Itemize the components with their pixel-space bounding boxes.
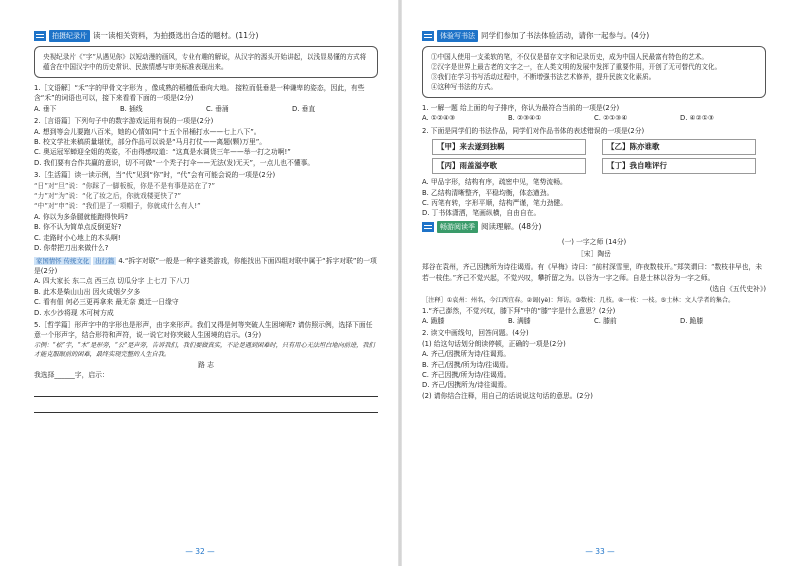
reading-question-1-option-c[interactable]: C. 膝前: [594, 316, 617, 325]
calligraphy-work-ding: 【丁】我自唯评行: [602, 158, 756, 174]
passage-title: (一) 一字之师 (14分): [561, 237, 627, 246]
reading-question-2-option-a[interactable]: A. 齐己/因携所为诗/往谒焉。: [422, 350, 511, 359]
question-4-stem: 4.“拆字对联”一般是一种字谜类游戏，你能找出下面四组对联中属于“拆字对联”的一项是(2分): [34, 256, 377, 275]
right-page-number: — 33 —: [585, 547, 615, 556]
calligraphy-works: [432, 139, 756, 174]
right-question-1-option-c[interactable]: C. ②①③④: [594, 114, 628, 123]
right-question-2: [422, 126, 766, 219]
calligraphy-work-bing: 【丙】雨盖溢亭歌: [432, 158, 586, 174]
reading-question-2-sub1: (1) 给这句话划分朗读停顿，正确的一项是(2分): [422, 339, 566, 348]
question-1-option-a[interactable]: A. 垂下: [34, 104, 57, 113]
calligraphy-work-yi: 【乙】陈亦谁歌: [602, 139, 756, 155]
left-page-number: — 32 —: [185, 547, 215, 556]
left-section-header: [34, 30, 378, 42]
reading-question-1: [422, 306, 766, 327]
question-5-stem: 5.［哲学篇］形声字中的字形也是形声，由字来形声。我们又得是何等突破人生困境呢? 请仿照示例，选择下面任意一个形声字，结合形符和声符，说一说它对你突破人生困境的启示。(3分): [34, 320, 373, 340]
question-1-option-b[interactable]: B. 插线: [120, 104, 143, 113]
question-5-fill: 我选择______字，启示：: [34, 371, 109, 380]
question-1-option-d[interactable]: D. 垂直: [292, 104, 316, 113]
right-question-2-option-d[interactable]: D. 丁书体潇洒，笔画纵横，自由自在。: [422, 209, 541, 218]
intro-sentence-4: ④这种写书法的方式。: [431, 83, 497, 91]
reading-question-1-option-a[interactable]: A. 跪膝: [422, 316, 445, 325]
right-section-title: 同学们参加了书法体验活动，请你一起参与。(4分): [481, 31, 650, 40]
book-icon: [422, 31, 434, 41]
question-4-option-a[interactable]: A. 四大家长 东二点 西三点 切瓜分字 上七刀 下八刀: [34, 277, 190, 286]
left-intro-box: 央视纪录片《“字”从遇见你》以短动漫的画风，专业有趣的解说，从汉字的源头开始讲起，以浅显易懂的方式将蕴含在中国汉字中的历史常识、民族情感与审美标准表现出来。: [34, 46, 378, 78]
passage-note: ［注释］①袁州：州名，今江西宜春。②谒(yè)：拜访。③数枝：几枝。④一枝：一枝。⑤士林：文人学者的集合。: [422, 297, 735, 305]
calligraphy-work-jia: 【甲】来去遂到独羁: [432, 139, 586, 155]
reading-question-1-option-d[interactable]: D. 跪膝: [680, 316, 704, 325]
reading-question-1-options: [422, 316, 766, 326]
right-intro-box: [422, 46, 766, 98]
reading-section-header: [422, 221, 766, 233]
right-question-1: [422, 103, 766, 124]
book-icon: [34, 31, 46, 41]
reading-question-2-option-d[interactable]: D. 齐己/因携所为/诗往谒焉。: [422, 381, 511, 390]
question-4-tag-2: 出行篇: [95, 256, 115, 265]
question-5-example: 示例：“松”字，“木”是形旁，“公”是声旁，告诉我们，我们要做真实，不论是遇到困难时，只有用心无法坦白地向前进，我们才能克服眼前的困难，最终实现完整的人生自我。: [34, 341, 375, 359]
question-2-option-c[interactable]: C. 奥运冠军蝉迎全姐的英姿，不由得感叹道：“这真是水调货三年——举一打之功啊!”: [34, 148, 291, 157]
reading-title: 阅读理解。(48分): [481, 221, 542, 231]
answer-line-2[interactable]: [34, 401, 378, 413]
right-question-2-option-b[interactable]: B. 乙结构清晰整齐，平稳均衡，体态遒劲。: [422, 188, 554, 197]
reading-question-2: [422, 328, 766, 401]
intro-sentence-2: ②汉字是世界上最古老的文字之一，在人类文明的发展中发挥了重要作用，开创了无可替代的文化。: [431, 63, 722, 71]
question-2-stem: 2.［言语篇］下列句子中的数字游戏运用有误的一项是(2分): [34, 117, 214, 126]
question-3-option-a[interactable]: A. 你以为多条腿就能跑得快吗?: [34, 212, 129, 221]
question-3-stem: 3.［生活篇］读一读示例，当“代”见到“你”时，“代”会有可能会说的一项是(2分): [34, 171, 276, 180]
question-3-option-b[interactable]: B. 你不认为简单点反倒更好?: [34, 223, 122, 232]
question-2: [34, 116, 378, 168]
passage-text: 郑谷在袁州，齐己因携所为诗往谒焉。有《早梅》诗曰：“前村深雪里，昨夜数枝开。”郑笑谓曰：“数枝非早也，未若一枝佳。”齐己不觉兴起，不觉兴叹，攀折留之为。以谷为一字之师。自是士林以谷为一字之师。: [422, 262, 763, 282]
question-4: [34, 256, 378, 318]
question-1-options: [34, 104, 378, 114]
book-icon: [422, 222, 434, 232]
question-5-chars: 路 志: [198, 360, 214, 369]
question-1-stem: 1.［文语解］“禾”字的甲骨文字形为 ，像成熟的稻穗低垂向大地。 接粒而低垂是一种谦卑的姿态，因此，有些含“禾”的词语也可以，接下来看看下面的一项是(2分): [34, 84, 365, 103]
passage-author: ［宋］陶岳: [577, 250, 611, 259]
question-3-option-c[interactable]: C. 走路时小心地上的木头啊!: [34, 233, 121, 242]
question-5: [34, 320, 378, 413]
question-2-option-d[interactable]: D. 我们要有合作共赢的意识，切不可做“一个秃子打伞——无法(发)无天”，一点儿也不懂事。: [34, 158, 315, 167]
question-3-option-d[interactable]: D. 你带把刀出来做什么?: [34, 244, 109, 253]
question-4-option-b[interactable]: B. 此木是柴山山出 因火成烟夕夕多: [34, 287, 141, 296]
right-question-1-option-d[interactable]: D. ④②①③: [680, 114, 714, 123]
question-3: [34, 170, 378, 253]
right-page: [400, 0, 800, 566]
right-question-1-stem: 1. 一解一题 给上面的句子排序，你认为最符合当前的一项是(2分): [422, 104, 620, 112]
right-question-1-options: [422, 113, 766, 123]
question-3-line-1: “日”对“旦”说：“你踩了一脚板板，你是不是有事是站在了?”: [34, 181, 216, 190]
reading-question-2-option-c[interactable]: C. 齐己因携/所为诗/往谒焉。: [422, 371, 511, 379]
reading-question-1-stem: 1.“齐己澎然，不觉兴叹，膝下拜”中的“膝”字是什么意思？(2分): [422, 306, 616, 315]
passage-source: (选自《五代史补》): [709, 284, 766, 293]
question-4-tag-1: 家国情怀 传统文化: [36, 256, 90, 265]
answer-line-1[interactable]: [34, 385, 378, 397]
question-2-option-a[interactable]: A. 想到等会儿要跑八百米，她的心情如同“十五个吊桶打水——七上八下”。: [34, 127, 261, 136]
right-question-2-stem: 2. 下面是同学们的书法作品，同学们对作品书体的表述错误的一项是(2分): [422, 126, 645, 135]
left-section-tag: 拍摄纪录片: [49, 30, 90, 42]
reading-question-2-option-b[interactable]: B. 齐己/因携/所为诗/往谒焉。: [422, 360, 513, 369]
question-4-option-d[interactable]: D. 水少沙将现 木可树方成: [34, 308, 114, 317]
right-question-1-option-b[interactable]: B. ②③④①: [508, 114, 542, 123]
right-section-header: [422, 30, 766, 42]
right-question-2-option-c[interactable]: C. 丙笔有转，字形平顺，结构严谨，笔力劲健。: [422, 199, 568, 208]
right-question-2-option-a[interactable]: A. 甲品字形，结构有序，疏密中见，笔势流畅。: [422, 178, 567, 187]
right-question-1-option-a[interactable]: A. ①②④③: [422, 114, 456, 123]
reading-question-2-sub2: (2) 请你结合注释，用自己的话说说这句话的意思。(2分): [422, 391, 593, 400]
left-section-title: 读一读相关资料，为拍摄选出合适的题材。(11分): [93, 31, 259, 40]
question-3-line-2: “力”对“为”说：“化了妆之后，你就戏楼更快了?”: [34, 192, 182, 201]
question-4-option-c[interactable]: C. 看有佃 何必三更再拿来 最无奈 奠迁一日缘守: [34, 298, 179, 307]
reading-tag: 畅游阅读季: [437, 221, 478, 233]
reading-question-2-stem: 2. 读文中画线句，回答问题。(4分): [422, 329, 529, 338]
reading-question-1-option-b[interactable]: B. 满膝: [508, 316, 531, 325]
question-3-line-3: “中”对“申”说：“我们是了一项帽子，你就成什么有人!”: [34, 202, 201, 211]
question-1-option-c[interactable]: C. 垂涌: [206, 104, 229, 113]
right-section-tag: 体验写书法: [437, 30, 478, 42]
question-2-option-b[interactable]: B. 校文学社来稿质量堪忧，部分作品可以说是“马月打仗——离题(颗)万里”。: [34, 138, 267, 147]
question-1: [34, 83, 378, 114]
intro-sentence-3: ③我们在学习书写活动过程中，不断增强书法艺术修养，提升民族文化素质。: [431, 73, 656, 81]
intro-sentence-1: ①中国人使用一支柔软的笔，不仅仅是留存文字和记录历史，成为中国人民最富有特色的艺术。: [431, 53, 708, 61]
